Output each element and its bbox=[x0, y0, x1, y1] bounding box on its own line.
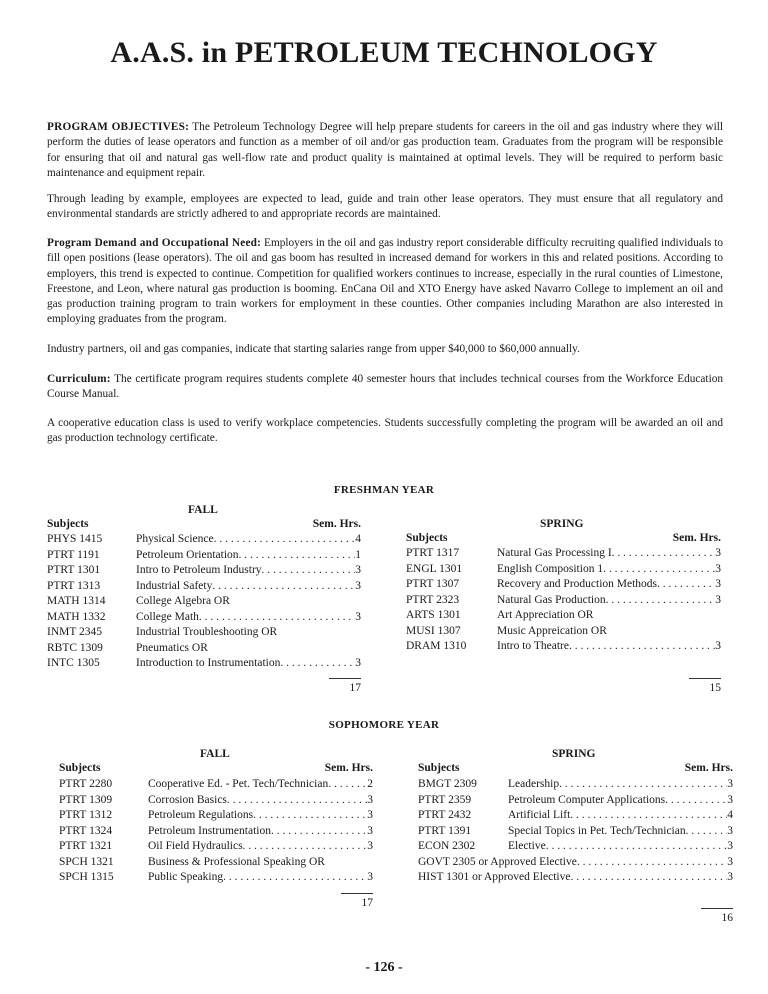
demand-lead: Program Demand and Occupational Need: bbox=[47, 237, 262, 249]
sophomore-fall-term: FALL bbox=[200, 748, 230, 760]
course-code: ARTS 1301 bbox=[406, 609, 461, 621]
course-code: PTRT 1321 bbox=[59, 840, 113, 852]
curriculum-text: The certificate program requires students complete 40 semester hours that includes technical courses from the Workforce Education Course Manual. bbox=[47, 373, 723, 401]
course-code: INMT 2345 bbox=[47, 626, 103, 638]
curriculum-paragraph bbox=[47, 372, 723, 403]
course-row: Petroleum Regulations . . . 3 bbox=[148, 808, 373, 824]
sophomore-spring-term: SPRING bbox=[552, 748, 596, 760]
objectives-text: The Petroleum Technology Degree will help prepare students for careers in the oil and gas industry where they will perform the duties of lease operators and function as a member of oil and/or gas production team. Graduates from the program will be responsible for ensuring that oil and natural gas well-flow rate and product quality is maintained at optimal levels. They will be required to perform basic maintenance and equipment repair. bbox=[47, 121, 723, 179]
sophomore-fall-subjects-label: Subjects bbox=[59, 762, 101, 774]
course-code: SPCH 1315 bbox=[59, 871, 114, 883]
sophomore-fall-hours-label: Sem. Hrs. bbox=[324, 762, 373, 774]
course-code: PTRT 1313 bbox=[47, 579, 101, 592]
freshman-fall-courses bbox=[136, 532, 361, 672]
course-row: PTRT 1391 Special Topics in Pet. Tech/Technician . . . 3 bbox=[418, 824, 733, 840]
course-code: PTRT 2280 bbox=[59, 778, 113, 790]
sophomore-year-heading: SOPHOMORE YEAR bbox=[328, 719, 440, 731]
course-row: Music Appreication OR bbox=[497, 624, 607, 637]
demand-paragraph bbox=[47, 236, 723, 328]
course-row: Oil Field Hydraulics . . . 3 bbox=[148, 839, 373, 855]
course-row: Natural Gas Production . . . 3 bbox=[497, 593, 721, 609]
coop-paragraph: A cooperative education class is used to verify workplace competencies. Students successfully completing the program will be awarded an oil and gas production technology certificate. bbox=[47, 417, 723, 445]
freshman-year-heading: FRESHMAN YEAR bbox=[333, 484, 435, 496]
course-code: INTC 1305 bbox=[47, 657, 100, 669]
course-row: Industrial Safety . . . 3 bbox=[136, 579, 361, 595]
freshman-fall-hours-label: Sem. Hrs. bbox=[312, 518, 361, 530]
objectives-lead: PROGRAM OBJECTIVES: bbox=[47, 121, 190, 133]
course-row: Art Appreciation OR bbox=[497, 609, 594, 621]
course-code: MATH 1332 bbox=[47, 610, 106, 623]
course-row: Business & Professional Speaking OR bbox=[148, 855, 325, 868]
salary-paragraph: Industry partners, oil and gas companies, indicate that starting salaries range from upper $40,000 to $60,000 annually. bbox=[47, 343, 580, 355]
freshman-spring-term: SPRING bbox=[540, 518, 584, 530]
course-row: English Composition 1 . . . 3 bbox=[497, 562, 721, 578]
sophomore-fall-courses bbox=[148, 777, 373, 886]
course-code: SPCH 1321 bbox=[59, 855, 114, 868]
course-code: PTRT 1312 bbox=[59, 809, 113, 821]
course-row: PTRT 2359 Petroleum Computer Applications . . . 3 bbox=[418, 793, 733, 809]
course-code: ENGL 1301 bbox=[406, 562, 463, 575]
course-row: Petroleum Orientation . . . 1 bbox=[136, 548, 361, 564]
sophomore-fall-total: 17 bbox=[333, 893, 373, 909]
course-row: Intro to Theatre . . . 3 bbox=[497, 639, 721, 655]
sophomore-spring-hours-label: Sem. Hrs. bbox=[684, 762, 733, 774]
page-number: - 126 - bbox=[365, 960, 403, 975]
freshman-fall-term: FALL bbox=[188, 504, 218, 516]
freshman-fall-subjects-label: Subjects bbox=[47, 518, 89, 530]
objectives-paragraph bbox=[47, 120, 723, 181]
course-row: BMGT 2309 Leadership . . . 3 bbox=[418, 777, 733, 793]
sophomore-spring-total: 16 bbox=[693, 908, 733, 924]
course-code: PTRT 1309 bbox=[59, 793, 113, 806]
course-row: Pneumatics OR bbox=[136, 641, 208, 654]
curriculum-lead: Curriculum: bbox=[47, 373, 111, 385]
course-code: PHYS 1415 bbox=[47, 533, 103, 545]
sophomore-fall-codes bbox=[59, 777, 139, 886]
course-row: Recovery and Production Methods . . . 3 bbox=[497, 577, 721, 593]
freshman-spring-subjects-label: Subjects bbox=[406, 532, 448, 544]
course-row: PTRT 2432 Artificial Lift . . . 4 bbox=[418, 808, 733, 824]
freshman-spring-total: 15 bbox=[681, 678, 721, 694]
course-row: Petroleum Instrumentation . . . 3 bbox=[148, 824, 373, 840]
course-row: Intro to Petroleum Industry . . . 3 bbox=[136, 563, 361, 579]
course-row: College Math . . . 3 bbox=[136, 610, 361, 626]
page-title: A.A.S. in PETROLEUM TECHNOLOGY bbox=[110, 36, 658, 69]
course-row: Public Speaking . . . 3 bbox=[148, 870, 373, 886]
course-row: ECON 2302 Elective . . . 3 bbox=[418, 839, 733, 855]
course-row: Cooperative Ed. - Pet. Tech/Technician . . . 2 bbox=[148, 777, 373, 793]
course-row: Natural Gas Processing I . . . 3 bbox=[497, 546, 721, 562]
course-code: MUSI 1307 bbox=[406, 624, 461, 637]
course-row: GOVT 2305 or Approved Elective . . . 3 bbox=[418, 855, 733, 871]
course-code: PTRT 1317 bbox=[406, 547, 460, 559]
course-code: PTRT 1191 bbox=[47, 548, 100, 561]
demand-text: Employers in the oil and gas industry report considerable difficulty recruiting qualified individuals to fill open positions (lease operators). The oil and gas boom has resulted in increased demand for workers in this and related positions. According to employers, this trend is expected to continue. Competition for qualified workers continues to increase, especially in the rural counties of Limestone, Freestone, and Leon, where natural gas production is booming. EnCana Oil and XTO Energy have asked Navarro College to implement an oil and gas production training program to train workers for employment in these counties. Other companies including Marathon are also interested in employing graduates from the program. bbox=[47, 237, 723, 326]
freshman-fall-codes bbox=[47, 532, 127, 672]
sophomore-spring-courses bbox=[418, 777, 733, 886]
leading-paragraph: Through leading by example, employees are expected to lead, guide and train other lease operators. They must ensure that all regulatory and environmental standards are strictly adhered to and appropriate records are maintained. bbox=[47, 193, 723, 221]
course-row: Industrial Troubleshooting OR bbox=[136, 626, 278, 638]
course-row: Corrosion Basics . . . 3 bbox=[148, 793, 373, 809]
course-code: RBTC 1309 bbox=[47, 641, 103, 654]
course-code: PTRT 1301 bbox=[47, 564, 101, 576]
sophomore-spring-subjects-label: Subjects bbox=[418, 762, 460, 774]
freshman-spring-courses bbox=[497, 546, 721, 655]
course-row: HIST 1301 or Approved Elective . . . 3 bbox=[418, 870, 733, 886]
course-code: DRAM 1310 bbox=[406, 640, 467, 652]
course-code: PTRT 1307 bbox=[406, 578, 460, 590]
course-row: College Algebra OR bbox=[136, 595, 230, 607]
course-row: Physical Science . . . 4 bbox=[136, 532, 361, 548]
freshman-spring-codes bbox=[406, 546, 486, 655]
freshman-spring-hours-label: Sem. Hrs. bbox=[672, 532, 721, 544]
course-code: PTRT 2323 bbox=[406, 593, 460, 606]
course-code: MATH 1314 bbox=[47, 595, 106, 607]
freshman-fall-total: 17 bbox=[321, 678, 361, 694]
course-row: Introduction to Instrumentation . . . 3 bbox=[136, 656, 361, 672]
course-code: PTRT 1324 bbox=[59, 824, 113, 837]
